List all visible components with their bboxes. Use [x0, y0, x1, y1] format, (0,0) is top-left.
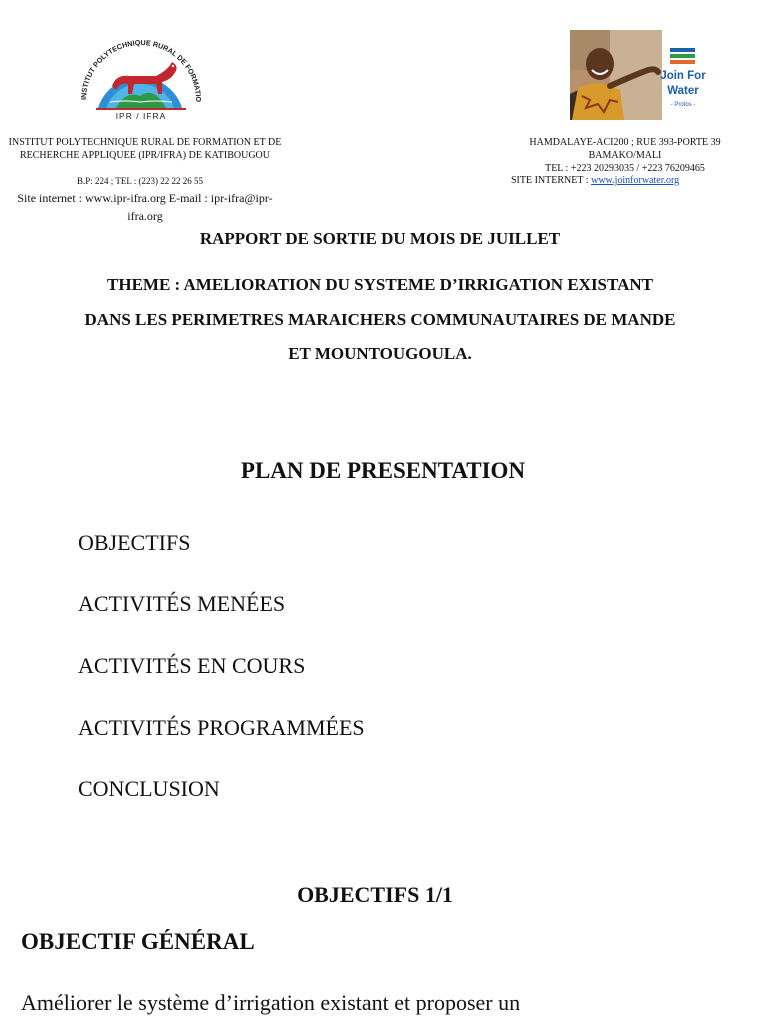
objective-general-heading: OBJECTIF GÉNÉRAL [21, 929, 255, 954]
left-site-email [0, 189, 290, 225]
plan-item-activites-menees: ACTIVITÉS MENÉES [78, 591, 286, 616]
objectives-title: OBJECTIFS 1/1 [297, 882, 453, 907]
logo-text-water: Water [667, 85, 699, 97]
theme-line-1: THEME : AMELIORATION DU SYSTEME D’IRRIGATION EXISTANT [107, 275, 653, 294]
address-tel: TEL : +223 20293035 / +223 76209465 [545, 163, 705, 174]
address-line-1: HAMDALAYE-ACI200 ; RUE 393-PORTE 39 [529, 137, 721, 148]
join-for-water-logo [570, 30, 712, 120]
right-address [520, 136, 730, 175]
plan-item-conclusion: CONCLUSION [78, 776, 220, 801]
site-email-line-1: Site internet : www.ipr-ifra.org E-mail : ipr-ifra@ipr- [17, 191, 273, 205]
site-label: SITE INTERNET : [511, 175, 592, 186]
theme-line-3: ET MOUNTOUGOULA. [288, 344, 472, 363]
plan-item-activites-programmees: ACTIVITÉS PROGRAMMÉES [78, 715, 365, 740]
institution-line-2: RECHERCHE APPLIQUEE (IPR/IFRA) DE KATIBOUGOU [19, 150, 270, 161]
right-site [511, 174, 731, 187]
plan-item-objectifs: OBJECTIFS [78, 530, 191, 555]
institution-line-1: INSTITUT POLYTECHNIQUE RURAL DE FORMATION ET DE [8, 137, 282, 148]
left-bp-tel: B.P: 224 ; TEL : (223) 22 22 26 55 [77, 176, 203, 186]
theme-line-2: DANS LES PERIMETRES MARAICHERS COMMUNAUTAIRES DE MANDE [84, 309, 676, 329]
objective-general-text: Améliorer le système d’irrigation existant et proposer un [21, 990, 521, 1015]
svg-text:INSTITUT POLYTECHNIQUE RURAL D: INSTITUT POLYTECHNIQUE RURAL DE FORMATIO [78, 37, 204, 103]
site-link[interactable]: www.joinforwater.org [591, 175, 680, 186]
logo-caption: IPR / IFRA [115, 111, 167, 121]
logo-text-protos: - Protos - [670, 102, 696, 108]
plan-title: PLAN DE PRESENTATION [240, 458, 526, 483]
site-email-line-2: ifra.org [127, 209, 163, 223]
logo-text-join-for: Join For [660, 70, 706, 82]
plan-item-activites-en-cours: ACTIVITÉS EN COURS [78, 653, 306, 678]
theme-block [30, 268, 730, 372]
left-institution-name [0, 136, 290, 162]
ipr-ifra-logo [76, 30, 206, 122]
report-title: RAPPORT DE SORTIE DU MOIS DE JUILLET [199, 229, 561, 248]
address-line-2: BAMAKO/MALI [588, 150, 662, 161]
